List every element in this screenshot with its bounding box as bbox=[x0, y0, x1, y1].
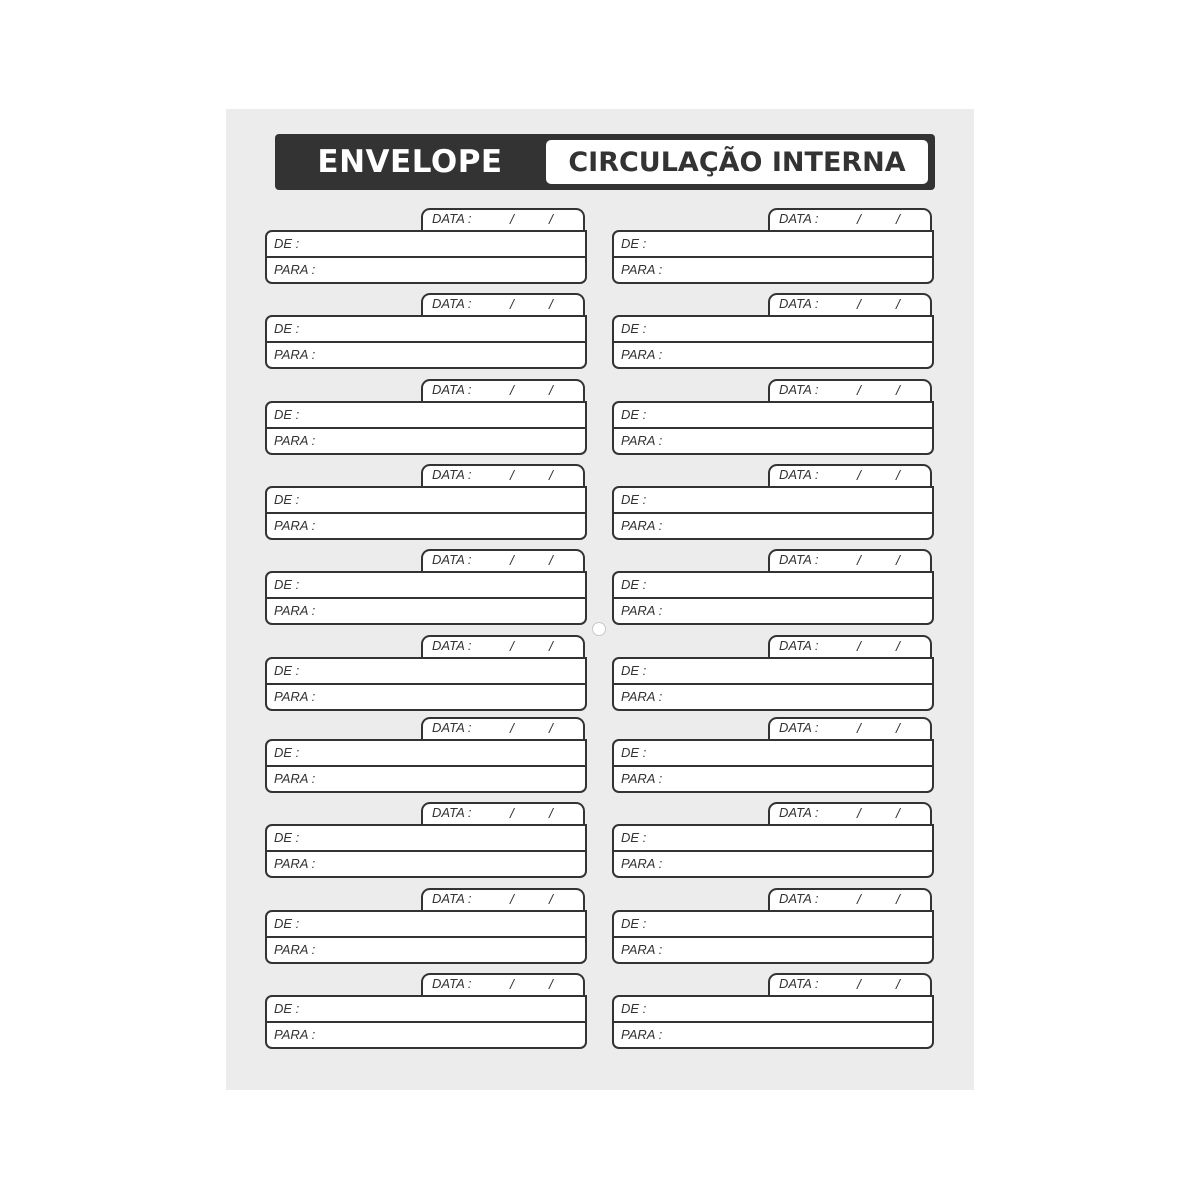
from-to-box bbox=[265, 315, 587, 369]
row-divider bbox=[267, 1021, 585, 1023]
date-separator: / bbox=[549, 382, 553, 398]
date-label: DATA : bbox=[432, 805, 472, 820]
date-tab[interactable] bbox=[768, 802, 932, 824]
row-divider bbox=[267, 850, 585, 852]
date-label: DATA : bbox=[432, 211, 472, 226]
date-separator: / bbox=[896, 976, 900, 992]
to-field-label: PARA : bbox=[274, 433, 316, 448]
date-label: DATA : bbox=[779, 382, 819, 397]
date-label: DATA : bbox=[779, 891, 819, 906]
date-tab[interactable] bbox=[421, 293, 585, 315]
date-tab[interactable] bbox=[768, 888, 932, 910]
date-separator: / bbox=[857, 891, 861, 907]
from-to-box bbox=[612, 401, 934, 455]
routing-entry bbox=[612, 888, 934, 964]
to-field-label: PARA : bbox=[621, 856, 663, 871]
row-divider bbox=[614, 683, 932, 685]
from-to-box bbox=[612, 995, 934, 1049]
routing-entry bbox=[265, 464, 587, 540]
routing-entry bbox=[265, 888, 587, 964]
date-label: DATA : bbox=[779, 211, 819, 226]
date-separator: / bbox=[857, 211, 861, 227]
date-separator: / bbox=[510, 467, 514, 483]
routing-entry bbox=[265, 379, 587, 455]
date-separator: / bbox=[549, 467, 553, 483]
date-separator: / bbox=[857, 296, 861, 312]
routing-entry bbox=[265, 549, 587, 625]
to-field-label: PARA : bbox=[621, 1027, 663, 1042]
from-to-box bbox=[265, 910, 587, 964]
to-field-label: PARA : bbox=[621, 262, 663, 277]
routing-entry bbox=[612, 802, 934, 878]
to-field-label: PARA : bbox=[274, 518, 316, 533]
date-tab[interactable] bbox=[421, 888, 585, 910]
routing-entry bbox=[265, 635, 587, 711]
date-tab[interactable] bbox=[768, 717, 932, 739]
from-field-label: DE : bbox=[621, 407, 647, 422]
date-label: DATA : bbox=[432, 891, 472, 906]
from-field-label: DE : bbox=[274, 321, 300, 336]
routing-entry bbox=[612, 973, 934, 1049]
routing-entry bbox=[612, 208, 934, 284]
date-separator: / bbox=[857, 720, 861, 736]
to-field-label: PARA : bbox=[274, 689, 316, 704]
date-separator: / bbox=[510, 382, 514, 398]
from-to-box bbox=[612, 824, 934, 878]
date-tab[interactable] bbox=[421, 635, 585, 657]
from-to-box bbox=[265, 657, 587, 711]
date-tab[interactable] bbox=[421, 973, 585, 995]
from-field-label: DE : bbox=[274, 830, 300, 845]
date-separator: / bbox=[510, 211, 514, 227]
to-field-label: PARA : bbox=[274, 603, 316, 618]
from-field-label: DE : bbox=[274, 916, 300, 931]
from-to-box bbox=[265, 486, 587, 540]
to-field-label: PARA : bbox=[621, 689, 663, 704]
to-field-label: PARA : bbox=[274, 262, 316, 277]
to-field-label: PARA : bbox=[274, 1027, 316, 1042]
from-field-label: DE : bbox=[274, 577, 300, 592]
date-separator: / bbox=[896, 720, 900, 736]
row-divider bbox=[267, 256, 585, 258]
row-divider bbox=[267, 512, 585, 514]
date-separator: / bbox=[510, 891, 514, 907]
from-to-box bbox=[265, 401, 587, 455]
from-field-label: DE : bbox=[621, 492, 647, 507]
from-to-box bbox=[265, 739, 587, 793]
routing-entry bbox=[265, 208, 587, 284]
from-field-label: DE : bbox=[621, 577, 647, 592]
date-separator: / bbox=[549, 211, 553, 227]
date-separator: / bbox=[857, 382, 861, 398]
from-to-box bbox=[612, 230, 934, 284]
row-divider bbox=[614, 765, 932, 767]
date-separator: / bbox=[896, 296, 900, 312]
row-divider bbox=[267, 427, 585, 429]
row-divider bbox=[614, 256, 932, 258]
row-divider bbox=[267, 597, 585, 599]
header-internal-circulation-title: CIRCULAÇÃO INTERNA bbox=[546, 140, 928, 184]
row-divider bbox=[267, 341, 585, 343]
routing-entry bbox=[265, 293, 587, 369]
from-field-label: DE : bbox=[621, 916, 647, 931]
date-separator: / bbox=[510, 638, 514, 654]
from-to-box bbox=[612, 739, 934, 793]
date-tab[interactable] bbox=[768, 635, 932, 657]
date-separator: / bbox=[857, 805, 861, 821]
from-to-box bbox=[612, 657, 934, 711]
date-tab[interactable] bbox=[768, 549, 932, 571]
routing-entry bbox=[612, 635, 934, 711]
from-field-label: DE : bbox=[621, 745, 647, 760]
date-separator: / bbox=[896, 638, 900, 654]
row-divider bbox=[267, 936, 585, 938]
from-field-label: DE : bbox=[621, 1001, 647, 1016]
date-separator: / bbox=[857, 976, 861, 992]
row-divider bbox=[614, 341, 932, 343]
from-to-box bbox=[265, 571, 587, 625]
date-tab[interactable] bbox=[768, 379, 932, 401]
from-field-label: DE : bbox=[621, 830, 647, 845]
date-separator: / bbox=[549, 976, 553, 992]
date-tab[interactable] bbox=[421, 549, 585, 571]
date-separator: / bbox=[510, 976, 514, 992]
routing-entry bbox=[612, 464, 934, 540]
date-label: DATA : bbox=[432, 552, 472, 567]
date-label: DATA : bbox=[779, 638, 819, 653]
to-field-label: PARA : bbox=[621, 518, 663, 533]
date-tab[interactable] bbox=[768, 973, 932, 995]
date-separator: / bbox=[896, 805, 900, 821]
from-field-label: DE : bbox=[274, 1001, 300, 1016]
from-field-label: DE : bbox=[621, 321, 647, 336]
from-field-label: DE : bbox=[274, 236, 300, 251]
date-tab[interactable] bbox=[768, 464, 932, 486]
from-field-label: DE : bbox=[274, 663, 300, 678]
date-tab[interactable] bbox=[768, 293, 932, 315]
date-separator: / bbox=[549, 891, 553, 907]
date-separator: / bbox=[896, 382, 900, 398]
row-divider bbox=[267, 683, 585, 685]
to-field-label: PARA : bbox=[274, 771, 316, 786]
from-to-box bbox=[612, 486, 934, 540]
from-to-box bbox=[612, 315, 934, 369]
to-field-label: PARA : bbox=[621, 433, 663, 448]
date-separator: / bbox=[510, 805, 514, 821]
date-label: DATA : bbox=[779, 296, 819, 311]
date-label: DATA : bbox=[432, 382, 472, 397]
routing-entry bbox=[612, 549, 934, 625]
row-divider bbox=[614, 936, 932, 938]
date-tab[interactable] bbox=[421, 802, 585, 824]
from-to-box bbox=[265, 824, 587, 878]
date-separator: / bbox=[896, 467, 900, 483]
routing-entry bbox=[612, 379, 934, 455]
to-field-label: PARA : bbox=[621, 347, 663, 362]
header-envelope-title: ENVELOPE bbox=[317, 144, 503, 180]
routing-entry bbox=[265, 973, 587, 1049]
date-separator: / bbox=[510, 720, 514, 736]
row-divider bbox=[614, 1021, 932, 1023]
date-label: DATA : bbox=[432, 467, 472, 482]
date-tab[interactable] bbox=[421, 464, 585, 486]
date-separator: / bbox=[549, 805, 553, 821]
date-separator: / bbox=[857, 552, 861, 568]
date-label: DATA : bbox=[779, 467, 819, 482]
to-field-label: PARA : bbox=[621, 771, 663, 786]
date-separator: / bbox=[857, 638, 861, 654]
date-separator: / bbox=[549, 720, 553, 736]
routing-entry bbox=[612, 717, 934, 793]
date-tab[interactable] bbox=[768, 208, 932, 230]
date-label: DATA : bbox=[779, 976, 819, 991]
row-divider bbox=[267, 765, 585, 767]
from-to-box bbox=[612, 571, 934, 625]
date-label: DATA : bbox=[432, 976, 472, 991]
from-field-label: DE : bbox=[274, 492, 300, 507]
row-divider bbox=[614, 427, 932, 429]
date-separator: / bbox=[896, 211, 900, 227]
to-field-label: PARA : bbox=[274, 856, 316, 871]
date-separator: / bbox=[510, 552, 514, 568]
date-separator: / bbox=[549, 552, 553, 568]
date-tab[interactable] bbox=[421, 717, 585, 739]
from-to-box bbox=[612, 910, 934, 964]
date-separator: / bbox=[549, 638, 553, 654]
from-to-box bbox=[265, 230, 587, 284]
from-field-label: DE : bbox=[621, 236, 647, 251]
row-divider bbox=[614, 850, 932, 852]
from-field-label: DE : bbox=[274, 745, 300, 760]
row-divider bbox=[614, 597, 932, 599]
date-separator: / bbox=[549, 296, 553, 312]
date-separator: / bbox=[896, 891, 900, 907]
to-field-label: PARA : bbox=[274, 347, 316, 362]
date-separator: / bbox=[896, 552, 900, 568]
date-tab[interactable] bbox=[421, 208, 585, 230]
date-label: DATA : bbox=[779, 805, 819, 820]
from-field-label: DE : bbox=[621, 663, 647, 678]
date-tab[interactable] bbox=[421, 379, 585, 401]
from-to-box bbox=[265, 995, 587, 1049]
from-field-label: DE : bbox=[274, 407, 300, 422]
to-field-label: PARA : bbox=[274, 942, 316, 957]
routing-entry bbox=[612, 293, 934, 369]
to-field-label: PARA : bbox=[621, 603, 663, 618]
date-label: DATA : bbox=[432, 296, 472, 311]
punch-hole bbox=[592, 622, 606, 636]
date-separator: / bbox=[510, 296, 514, 312]
routing-entry bbox=[265, 802, 587, 878]
to-field-label: PARA : bbox=[621, 942, 663, 957]
date-label: DATA : bbox=[779, 720, 819, 735]
routing-entry bbox=[265, 717, 587, 793]
row-divider bbox=[614, 512, 932, 514]
date-separator: / bbox=[857, 467, 861, 483]
date-label: DATA : bbox=[432, 720, 472, 735]
date-label: DATA : bbox=[432, 638, 472, 653]
date-label: DATA : bbox=[779, 552, 819, 567]
